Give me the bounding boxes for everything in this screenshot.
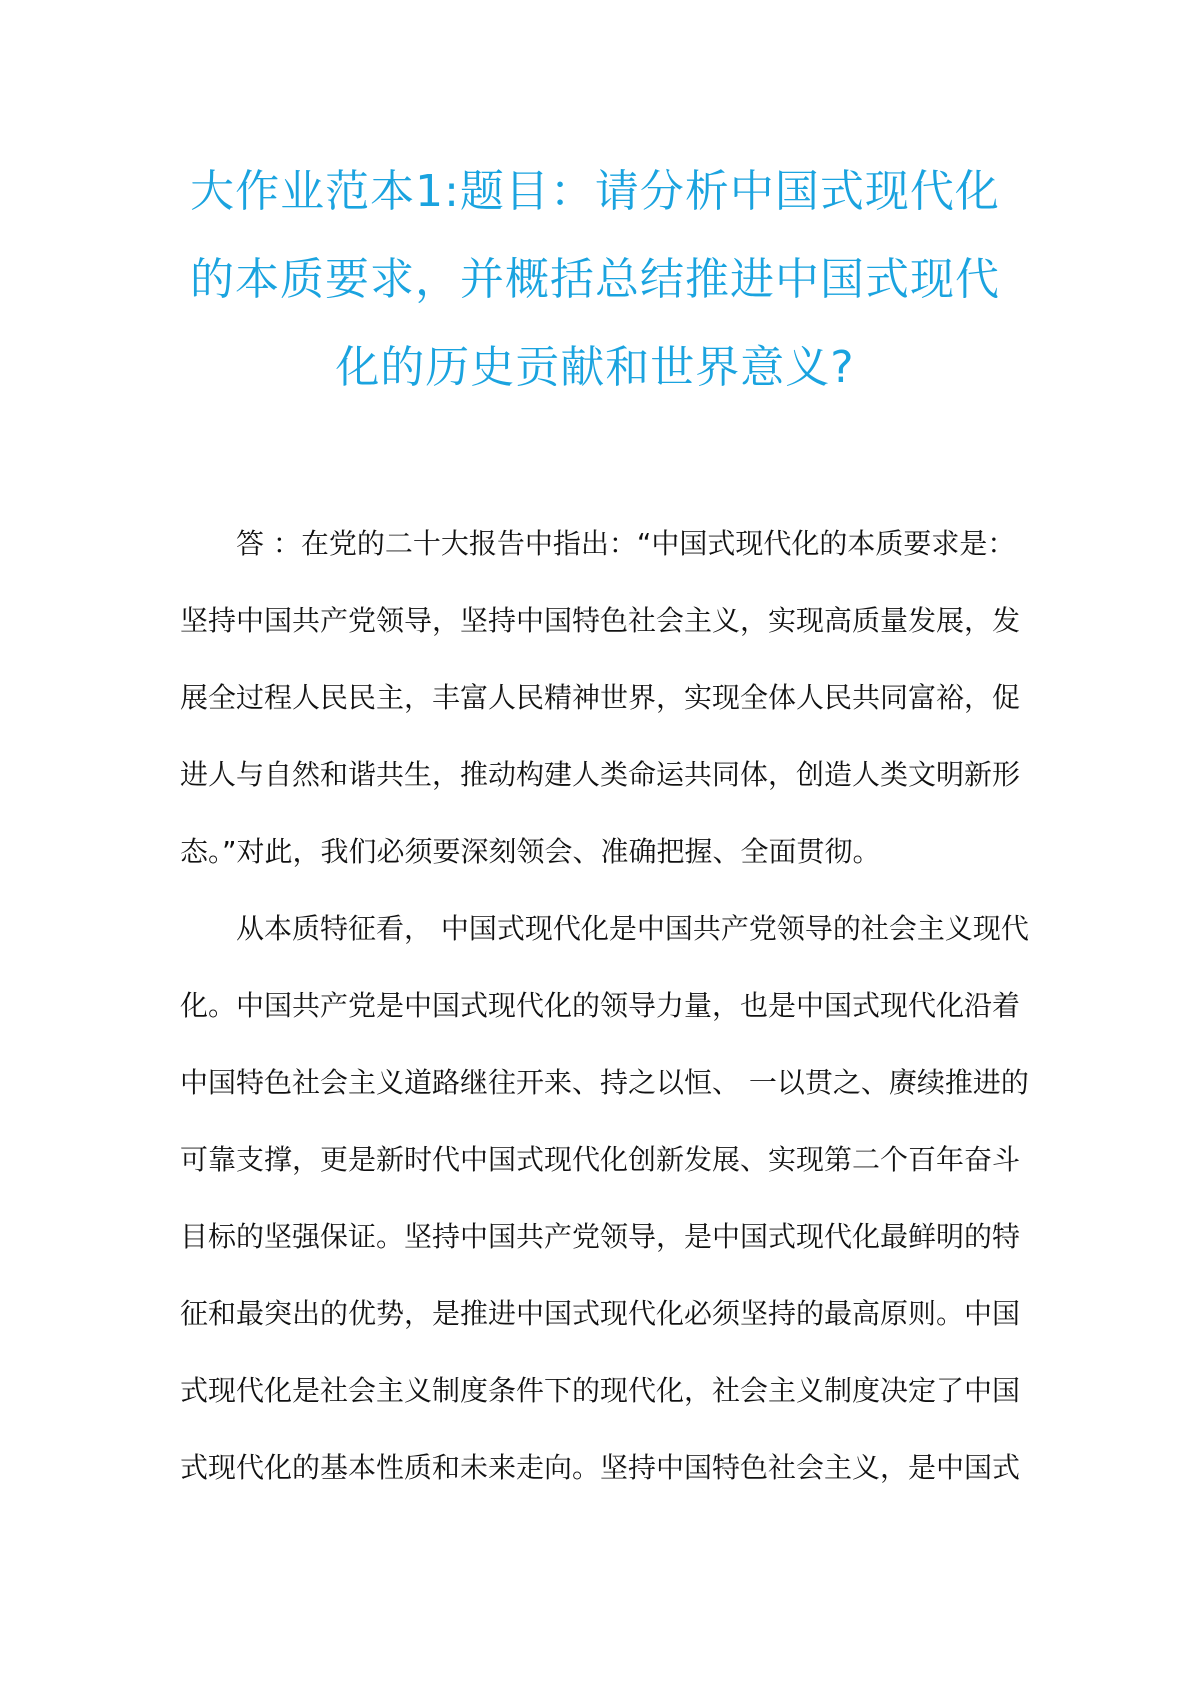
paragraph-line: 从本质特征看， 中国式现代化是中国共产党领导的社会主义现代: [236, 912, 1029, 945]
document-title: [150, 148, 1040, 412]
paragraph-line: 征和最突出的优势，是推进中国式现代化必须坚持的最高原则。中国: [180, 1297, 1021, 1330]
paragraph-line: 进人与自然和谐共生，推动构建人类命运共同体，创造人类文明新形: [180, 758, 1021, 791]
paragraph-line: 式现代化是社会主义制度条件下的现代化，社会主义制度决定了中国: [180, 1374, 1021, 1407]
title-line: 大作业范本1:题目：请分析中国式现代化: [190, 166, 1000, 217]
paragraph-line: 可靠支撑，更是新时代中国式现代化创新发展、实现第二个百年奋斗: [180, 1143, 1021, 1176]
title-line: 的本质要求，并概括总结推进中国式现代: [190, 254, 1000, 305]
paragraph-line: 答 ：在党的二十大报告中指出：“中国式现代化的本质要求是：: [236, 527, 1016, 560]
paragraph-line: 化。中国共产党是中国式现代化的领导力量，也是中国式现代化沿着: [180, 989, 1021, 1022]
document-body: [180, 505, 1029, 1506]
paragraph-line: 式现代化的基本性质和未来走向。坚持中国特色社会主义，是中国式: [180, 1451, 1021, 1484]
paragraph-line: 展全过程人民民主，丰富人民精神世界，实现全体人民共同富裕，促: [180, 681, 1021, 714]
paragraph-answer: [180, 505, 1021, 890]
paragraph-essential-features: [180, 890, 1029, 1506]
paragraph-line: 态。”对此，我们必须要深刻领会、准确把握、全面贯彻。: [180, 835, 881, 868]
paragraph-line: 中国特色社会主义道路继往开来、持之以恒、 一以贯之、赓续推进的: [180, 1066, 1029, 1099]
title-line: 化的历史贡献和世界意义?: [335, 342, 855, 393]
paragraph-line: 目标的坚强保证。坚持中国共产党领导，是中国式现代化最鲜明的特: [180, 1220, 1021, 1253]
paragraph-line: 坚持中国共产党领导，坚持中国特色社会主义，实现高质量发展，发: [180, 604, 1021, 637]
